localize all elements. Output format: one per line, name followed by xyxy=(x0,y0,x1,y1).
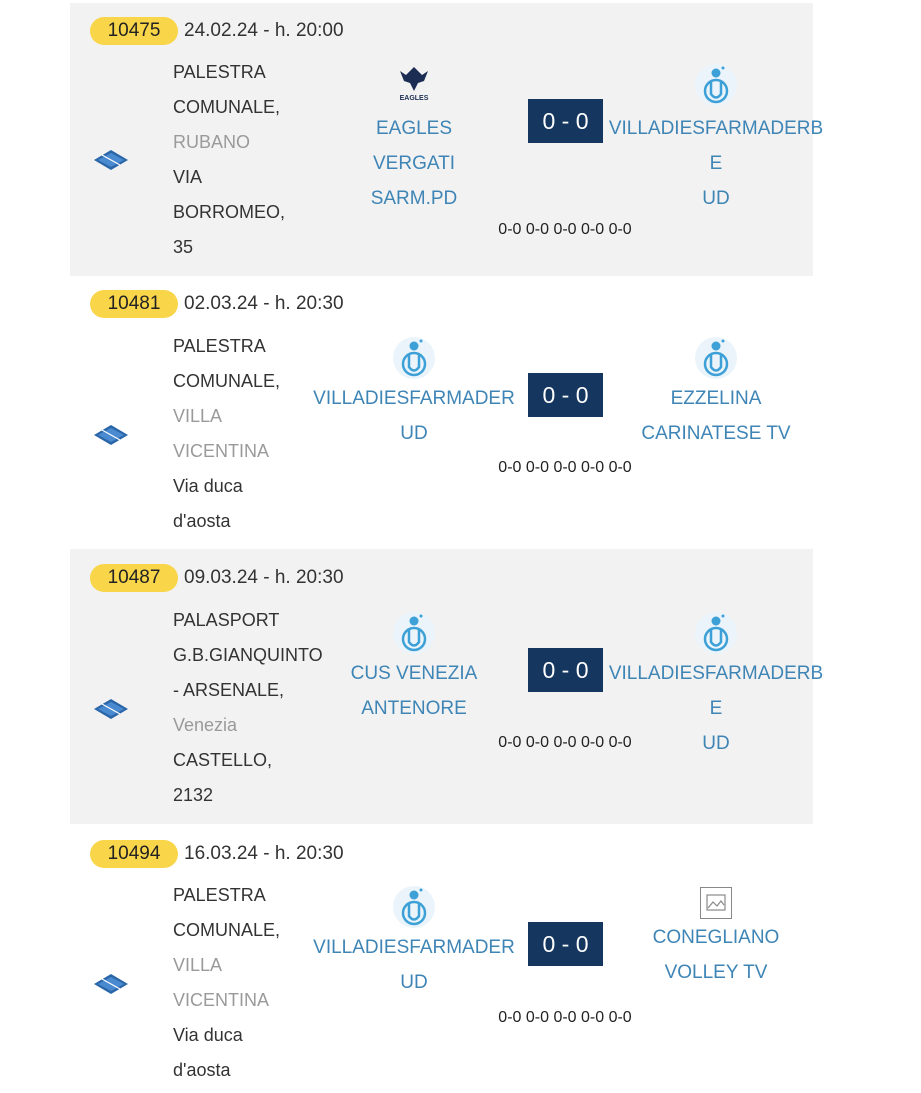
venue-street-line: Via duca xyxy=(173,476,243,496)
match-datetime: 24.02.24 - h. 20:00 xyxy=(184,20,344,41)
team-name-line: UD xyxy=(702,733,730,754)
score-box: 0 - 0 xyxy=(528,648,603,692)
image-placeholder-icon xyxy=(701,888,731,918)
match-card[interactable] xyxy=(70,276,813,549)
away-team-link[interactable] xyxy=(606,656,826,761)
match-datetime: 16.03.24 - h. 20:30 xyxy=(184,843,344,864)
venue-name-line: PALESTRA xyxy=(173,62,266,82)
team-name-line: VOLLEY TV xyxy=(664,962,768,983)
home-team-link[interactable] xyxy=(304,381,524,451)
venue-address xyxy=(173,329,313,539)
team-name-line: VILLADIESFARMADER xyxy=(313,388,515,409)
away-team-link[interactable] xyxy=(606,381,826,451)
team-name-line: VERGATI xyxy=(373,153,455,174)
team-name-line: CONEGLIANO xyxy=(652,927,780,948)
away-team-link[interactable] xyxy=(606,920,826,990)
volleyball-court-icon xyxy=(92,423,130,447)
team-name-line: UD xyxy=(400,972,428,993)
team-name-line: UD xyxy=(702,188,730,209)
volleyball-court-icon xyxy=(92,972,130,996)
team-name-line: ANTENORE xyxy=(361,698,467,719)
home-team-link[interactable] xyxy=(304,111,524,216)
venue-street-line: Via duca xyxy=(173,1025,243,1045)
venue-city: VILLA xyxy=(173,955,223,975)
volleyball-court-icon xyxy=(92,148,130,172)
venue-city: RUBANO xyxy=(173,132,251,152)
match-datetime: 02.03.24 - h. 20:30 xyxy=(184,293,344,314)
volleyball-court-icon xyxy=(92,697,130,721)
volleyball-federation-logo-icon xyxy=(392,885,436,929)
volleyball-federation-logo-icon xyxy=(694,611,738,655)
set-scores: 0-0 0-0 0-0 0-0 0-0 xyxy=(498,221,632,238)
set-scores: 0-0 0-0 0-0 0-0 0-0 xyxy=(498,734,632,751)
set-scores: 0-0 0-0 0-0 0-0 0-0 xyxy=(498,459,632,476)
match-datetime: 09.03.24 - h. 20:30 xyxy=(184,567,344,588)
volleyball-federation-logo-icon xyxy=(694,336,738,380)
venue-city: VICENTINA xyxy=(173,441,270,461)
team-name-line: VILLADIESFARMADERBE xyxy=(608,118,824,174)
away-team-link[interactable] xyxy=(606,111,826,216)
venue-city: VICENTINA xyxy=(173,990,270,1010)
volleyball-federation-logo-icon xyxy=(392,336,436,380)
venue-name-line: COMUNALE, xyxy=(173,97,281,117)
team-name-line: EZZELINA xyxy=(670,388,762,409)
team-name-line: CARINATESE TV xyxy=(641,423,791,444)
venue-street-line: VIA xyxy=(173,167,203,187)
venue-street-line: CASTELLO, xyxy=(173,750,273,770)
score-box: 0 - 0 xyxy=(528,922,603,966)
team-name-line: SARM.PD xyxy=(370,188,458,209)
venue-address xyxy=(173,603,323,813)
venue-city: Venezia xyxy=(173,715,238,735)
home-team-link[interactable] xyxy=(304,656,524,726)
team-name-line: CUS VENEZIA xyxy=(350,663,478,684)
venue-street-line: 2132 xyxy=(173,785,214,805)
venue-street-line: d'aosta xyxy=(173,1060,231,1080)
match-id-badge: 10475 xyxy=(90,17,178,45)
match-id-badge: 10487 xyxy=(90,564,178,592)
venue-address xyxy=(173,878,313,1088)
venue-name-line: PALESTRA xyxy=(173,336,266,356)
venue-name-line: G.B.GIANQUINTO xyxy=(173,645,323,665)
venue-city: VILLA xyxy=(173,406,223,426)
venue-street-line: d'aosta xyxy=(173,511,231,531)
venue-street-line: 35 xyxy=(173,237,194,257)
venue-name-line: PALASPORT xyxy=(173,610,280,630)
team-name-line: VILLADIESFARMADERBE xyxy=(608,663,824,719)
team-name-line: VILLADIESFARMADER xyxy=(313,937,515,958)
eagles-logo-icon xyxy=(392,63,436,103)
match-card[interactable] xyxy=(70,824,813,1093)
match-id-badge: 10494 xyxy=(90,840,178,868)
match-card[interactable] xyxy=(70,549,824,824)
match-card[interactable] xyxy=(70,3,824,276)
venue-name-line: - ARSENALE, xyxy=(173,680,285,700)
venue-address xyxy=(173,55,313,265)
venue-name-line: COMUNALE, xyxy=(173,920,281,940)
venue-street-line: BORROMEO, xyxy=(173,202,286,222)
score-box: 0 - 0 xyxy=(528,373,603,417)
score-box: 0 - 0 xyxy=(528,99,603,143)
venue-name-line: PALESTRA xyxy=(173,885,266,905)
svg-text:EAGLES: EAGLES xyxy=(399,95,429,102)
broken-image-icon xyxy=(700,887,732,919)
set-scores: 0-0 0-0 0-0 0-0 0-0 xyxy=(498,1009,632,1026)
home-team-link[interactable] xyxy=(304,930,524,1000)
team-name-line: EAGLES xyxy=(375,118,453,139)
match-id-badge: 10481 xyxy=(90,290,178,318)
volleyball-federation-logo-icon xyxy=(694,63,738,107)
team-name-line: UD xyxy=(400,423,428,444)
venue-name-line: COMUNALE, xyxy=(173,371,281,391)
volleyball-federation-logo-icon xyxy=(392,611,436,655)
